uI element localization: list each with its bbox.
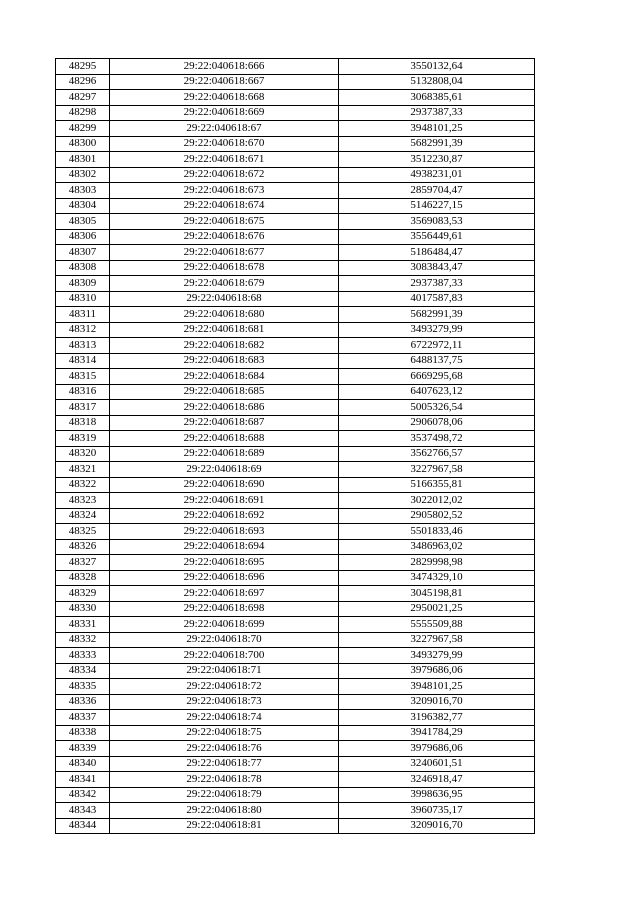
table-row <box>56 384 535 400</box>
value-cell: 3556449,61 <box>339 229 535 245</box>
table-row <box>56 663 535 679</box>
value-cell: 3512230,87 <box>339 152 535 168</box>
cadastral-number-cell: 29:22:040618:81 <box>110 818 339 834</box>
cadastral-number-cell: 29:22:040618:693 <box>110 524 339 540</box>
table-row <box>56 617 535 633</box>
value-cell: 6722972,11 <box>339 338 535 354</box>
table-row <box>56 276 535 292</box>
cadastral-number-cell: 29:22:040618:689 <box>110 446 339 462</box>
cadastral-number-cell: 29:22:040618:692 <box>110 508 339 524</box>
cadastral-number-cell: 29:22:040618:678 <box>110 260 339 276</box>
row-number-cell: 48321 <box>56 462 110 478</box>
table-row <box>56 787 535 803</box>
value-cell: 2829998,98 <box>339 555 535 571</box>
cadastral-number-cell: 29:22:040618:687 <box>110 415 339 431</box>
cadastral-number-cell: 29:22:040618:674 <box>110 198 339 214</box>
table-row <box>56 818 535 834</box>
value-cell: 2859704,47 <box>339 183 535 199</box>
table-row <box>56 307 535 323</box>
row-number-cell: 48312 <box>56 322 110 338</box>
value-cell: 6669295,68 <box>339 369 535 385</box>
cadastral-number-cell: 29:22:040618:666 <box>110 59 339 75</box>
value-cell: 3227967,58 <box>339 632 535 648</box>
cadastral-number-cell: 29:22:040618:671 <box>110 152 339 168</box>
cadastral-number-cell: 29:22:040618:685 <box>110 384 339 400</box>
value-cell: 3474329,10 <box>339 570 535 586</box>
value-cell: 5555509,88 <box>339 617 535 633</box>
cadastral-value-table <box>55 58 535 834</box>
value-cell: 6407623,12 <box>339 384 535 400</box>
table-row <box>56 524 535 540</box>
row-number-cell: 48331 <box>56 617 110 633</box>
value-cell: 3240601,51 <box>339 756 535 772</box>
cadastral-number-cell: 29:22:040618:691 <box>110 493 339 509</box>
row-number-cell: 48340 <box>56 756 110 772</box>
table-row <box>56 508 535 524</box>
cadastral-number-cell: 29:22:040618:681 <box>110 322 339 338</box>
table-row <box>56 136 535 152</box>
cadastral-number-cell: 29:22:040618:682 <box>110 338 339 354</box>
row-number-cell: 48310 <box>56 291 110 307</box>
value-cell: 3493279,99 <box>339 322 535 338</box>
value-cell: 5682991,39 <box>339 136 535 152</box>
row-number-cell: 48335 <box>56 679 110 695</box>
row-number-cell: 48333 <box>56 648 110 664</box>
table-row <box>56 260 535 276</box>
table-row <box>56 462 535 478</box>
value-cell: 6488137,75 <box>339 353 535 369</box>
table-row <box>56 353 535 369</box>
cadastral-number-cell: 29:22:040618:695 <box>110 555 339 571</box>
cadastral-number-cell: 29:22:040618:697 <box>110 586 339 602</box>
row-number-cell: 48315 <box>56 369 110 385</box>
value-cell: 3979686,06 <box>339 741 535 757</box>
cadastral-number-cell: 29:22:040618:668 <box>110 90 339 106</box>
cadastral-number-cell: 29:22:040618:76 <box>110 741 339 757</box>
value-cell: 3537498,72 <box>339 431 535 447</box>
cadastral-number-cell: 29:22:040618:77 <box>110 756 339 772</box>
row-number-cell: 48327 <box>56 555 110 571</box>
row-number-cell: 48296 <box>56 74 110 90</box>
cadastral-number-cell: 29:22:040618:684 <box>110 369 339 385</box>
value-cell: 3083843,47 <box>339 260 535 276</box>
table-row <box>56 338 535 354</box>
row-number-cell: 48303 <box>56 183 110 199</box>
value-cell: 3196382,77 <box>339 710 535 726</box>
value-cell: 3941784,29 <box>339 725 535 741</box>
row-number-cell: 48297 <box>56 90 110 106</box>
row-number-cell: 48309 <box>56 276 110 292</box>
table-row <box>56 229 535 245</box>
row-number-cell: 48339 <box>56 741 110 757</box>
table-row <box>56 198 535 214</box>
table-row <box>56 322 535 338</box>
table-row <box>56 446 535 462</box>
table-row <box>56 183 535 199</box>
value-cell: 5501833,46 <box>339 524 535 540</box>
table-row <box>56 121 535 137</box>
row-number-cell: 48323 <box>56 493 110 509</box>
row-number-cell: 48338 <box>56 725 110 741</box>
cadastral-number-cell: 29:22:040618:75 <box>110 725 339 741</box>
row-number-cell: 48311 <box>56 307 110 323</box>
row-number-cell: 48326 <box>56 539 110 555</box>
table-row <box>56 555 535 571</box>
value-cell: 5005326,54 <box>339 400 535 416</box>
row-number-cell: 48306 <box>56 229 110 245</box>
table-row <box>56 214 535 230</box>
cadastral-number-cell: 29:22:040618:73 <box>110 694 339 710</box>
cadastral-number-cell: 29:22:040618:670 <box>110 136 339 152</box>
row-number-cell: 48314 <box>56 353 110 369</box>
row-number-cell: 48298 <box>56 105 110 121</box>
cadastral-number-cell: 29:22:040618:74 <box>110 710 339 726</box>
cadastral-number-cell: 29:22:040618:686 <box>110 400 339 416</box>
value-cell: 3569083,53 <box>339 214 535 230</box>
row-number-cell: 48334 <box>56 663 110 679</box>
row-number-cell: 48336 <box>56 694 110 710</box>
value-cell: 2906078,06 <box>339 415 535 431</box>
row-number-cell: 48342 <box>56 787 110 803</box>
row-number-cell: 48341 <box>56 772 110 788</box>
table-row <box>56 105 535 121</box>
table-row <box>56 601 535 617</box>
value-cell: 3022012,02 <box>339 493 535 509</box>
cadastral-number-cell: 29:22:040618:673 <box>110 183 339 199</box>
cadastral-number-cell: 29:22:040618:680 <box>110 307 339 323</box>
table-row <box>56 74 535 90</box>
value-cell: 5166355,81 <box>339 477 535 493</box>
cadastral-number-cell: 29:22:040618:79 <box>110 787 339 803</box>
value-cell: 5682991,39 <box>339 307 535 323</box>
value-cell: 3209016,70 <box>339 694 535 710</box>
table-row <box>56 167 535 183</box>
table-row <box>56 400 535 416</box>
row-number-cell: 48300 <box>56 136 110 152</box>
row-number-cell: 48308 <box>56 260 110 276</box>
table-row <box>56 756 535 772</box>
row-number-cell: 48343 <box>56 803 110 819</box>
row-number-cell: 48302 <box>56 167 110 183</box>
row-number-cell: 48332 <box>56 632 110 648</box>
value-cell: 2950021,25 <box>339 601 535 617</box>
value-cell: 3486963,02 <box>339 539 535 555</box>
value-cell: 3493279,99 <box>339 648 535 664</box>
table-row <box>56 369 535 385</box>
value-cell: 4938231,01 <box>339 167 535 183</box>
row-number-cell: 48319 <box>56 431 110 447</box>
value-cell: 3227967,58 <box>339 462 535 478</box>
value-cell: 4017587,83 <box>339 291 535 307</box>
cadastral-number-cell: 29:22:040618:696 <box>110 570 339 586</box>
row-number-cell: 48304 <box>56 198 110 214</box>
value-cell: 3209016,70 <box>339 818 535 834</box>
table-row <box>56 90 535 106</box>
row-number-cell: 48344 <box>56 818 110 834</box>
row-number-cell: 48299 <box>56 121 110 137</box>
row-number-cell: 48295 <box>56 59 110 75</box>
value-cell: 3998636,95 <box>339 787 535 803</box>
cadastral-number-cell: 29:22:040618:69 <box>110 462 339 478</box>
cadastral-number-cell: 29:22:040618:688 <box>110 431 339 447</box>
table-row <box>56 586 535 602</box>
cadastral-number-cell: 29:22:040618:70 <box>110 632 339 648</box>
value-cell: 5186484,47 <box>339 245 535 261</box>
row-number-cell: 48330 <box>56 601 110 617</box>
table-row <box>56 710 535 726</box>
row-number-cell: 48317 <box>56 400 110 416</box>
value-cell: 3960735,17 <box>339 803 535 819</box>
table-row <box>56 291 535 307</box>
value-cell: 5146227,15 <box>339 198 535 214</box>
cadastral-number-cell: 29:22:040618:675 <box>110 214 339 230</box>
row-number-cell: 48329 <box>56 586 110 602</box>
value-cell: 3562766,57 <box>339 446 535 462</box>
cadastral-number-cell: 29:22:040618:698 <box>110 601 339 617</box>
row-number-cell: 48316 <box>56 384 110 400</box>
value-cell: 2937387,33 <box>339 105 535 121</box>
table-row <box>56 772 535 788</box>
cadastral-number-cell: 29:22:040618:72 <box>110 679 339 695</box>
cadastral-number-cell: 29:22:040618:67 <box>110 121 339 137</box>
cadastral-number-cell: 29:22:040618:699 <box>110 617 339 633</box>
table-row <box>56 245 535 261</box>
table-row <box>56 431 535 447</box>
cadastral-number-cell: 29:22:040618:71 <box>110 663 339 679</box>
table-row <box>56 477 535 493</box>
value-cell: 3948101,25 <box>339 121 535 137</box>
value-cell: 3979686,06 <box>339 663 535 679</box>
row-number-cell: 48320 <box>56 446 110 462</box>
document-page <box>55 58 535 834</box>
table-row <box>56 648 535 664</box>
row-number-cell: 48325 <box>56 524 110 540</box>
row-number-cell: 48318 <box>56 415 110 431</box>
row-number-cell: 48301 <box>56 152 110 168</box>
cadastral-number-cell: 29:22:040618:669 <box>110 105 339 121</box>
row-number-cell: 48307 <box>56 245 110 261</box>
row-number-cell: 48324 <box>56 508 110 524</box>
value-cell: 3948101,25 <box>339 679 535 695</box>
value-cell: 3246918,47 <box>339 772 535 788</box>
row-number-cell: 48337 <box>56 710 110 726</box>
table-row <box>56 570 535 586</box>
cadastral-number-cell: 29:22:040618:667 <box>110 74 339 90</box>
cadastral-number-cell: 29:22:040618:676 <box>110 229 339 245</box>
cadastral-number-cell: 29:22:040618:68 <box>110 291 339 307</box>
value-cell: 3068385,61 <box>339 90 535 106</box>
cadastral-number-cell: 29:22:040618:78 <box>110 772 339 788</box>
table-row <box>56 493 535 509</box>
cadastral-number-cell: 29:22:040618:683 <box>110 353 339 369</box>
cadastral-number-cell: 29:22:040618:80 <box>110 803 339 819</box>
row-number-cell: 48313 <box>56 338 110 354</box>
table-row <box>56 725 535 741</box>
table-row <box>56 415 535 431</box>
table-row <box>56 59 535 75</box>
value-cell: 3045198,81 <box>339 586 535 602</box>
table-row <box>56 539 535 555</box>
cadastral-number-cell: 29:22:040618:679 <box>110 276 339 292</box>
row-number-cell: 48322 <box>56 477 110 493</box>
cadastral-number-cell: 29:22:040618:694 <box>110 539 339 555</box>
cadastral-number-cell: 29:22:040618:672 <box>110 167 339 183</box>
value-cell: 5132808,04 <box>339 74 535 90</box>
value-cell: 3550132,64 <box>339 59 535 75</box>
table-row <box>56 694 535 710</box>
value-cell: 2905802,52 <box>339 508 535 524</box>
value-cell: 2937387,33 <box>339 276 535 292</box>
table-row <box>56 741 535 757</box>
table-body <box>56 59 535 834</box>
table-row <box>56 803 535 819</box>
table-row <box>56 632 535 648</box>
table-row <box>56 152 535 168</box>
cadastral-number-cell: 29:22:040618:677 <box>110 245 339 261</box>
table-row <box>56 679 535 695</box>
row-number-cell: 48328 <box>56 570 110 586</box>
row-number-cell: 48305 <box>56 214 110 230</box>
cadastral-number-cell: 29:22:040618:690 <box>110 477 339 493</box>
cadastral-number-cell: 29:22:040618:700 <box>110 648 339 664</box>
